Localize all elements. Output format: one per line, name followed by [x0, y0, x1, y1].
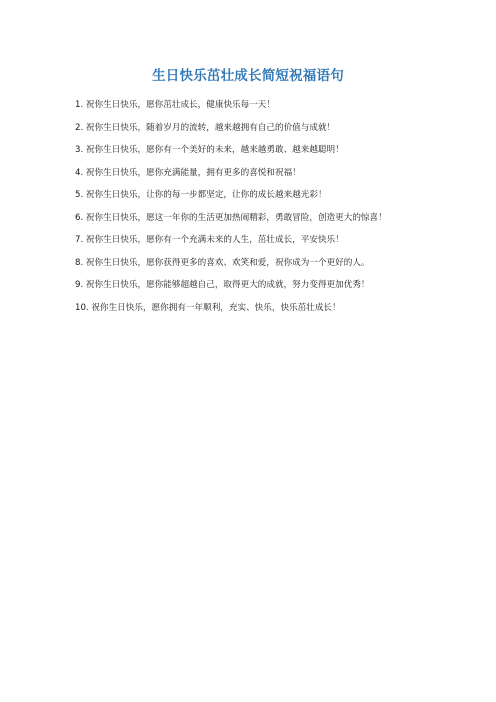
wish-item-10: 10. 祝你生日快乐，愿你拥有一年顺利，充实、快乐，快乐茁壮成长！ [75, 302, 341, 313]
wish-item-3: 3. 祝你生日快乐，愿你有一个美好的未来，越来越勇敢、越来越聪明！ [75, 145, 344, 155]
wish-list [75, 94, 435, 319]
document-title: 生日快乐茁壮成长简短祝福语句 [152, 68, 344, 84]
wish-item-5: 5. 祝你生日快乐，让你的每一步都坚定，让你的成长越来越光彩！ [75, 190, 327, 200]
wish-item-6: 6. 祝你生日快乐，愿这一年你的生活更加热闹精彩，勇敢冒险，创造更大的惊喜！ [75, 212, 387, 223]
wish-item-4: 4. 祝你生日快乐，愿你充满能量，拥有更多的喜悦和祝福！ [75, 167, 301, 178]
wish-item-7: 7. 祝你生日快乐，愿你有一个充满未来的人生，茁壮成长，平安快乐！ [75, 235, 344, 245]
wish-item-1: 1. 祝你生日快乐，愿你茁壮成长，健康快乐每一天！ [75, 100, 275, 110]
wish-item-2: 2. 祝你生日快乐，随着岁月的流转，越来越拥有自己的价值与成就！ [75, 122, 336, 133]
wish-item-8: 8. 祝你生日快乐，愿你获得更多的喜欢、欢笑和爱，祝你成为一个更好的人。 [75, 257, 370, 268]
wish-item-9: 9. 祝你生日快乐，愿你能够超越自己，取得更大的成就，努力变得更加优秀！ [75, 280, 370, 290]
